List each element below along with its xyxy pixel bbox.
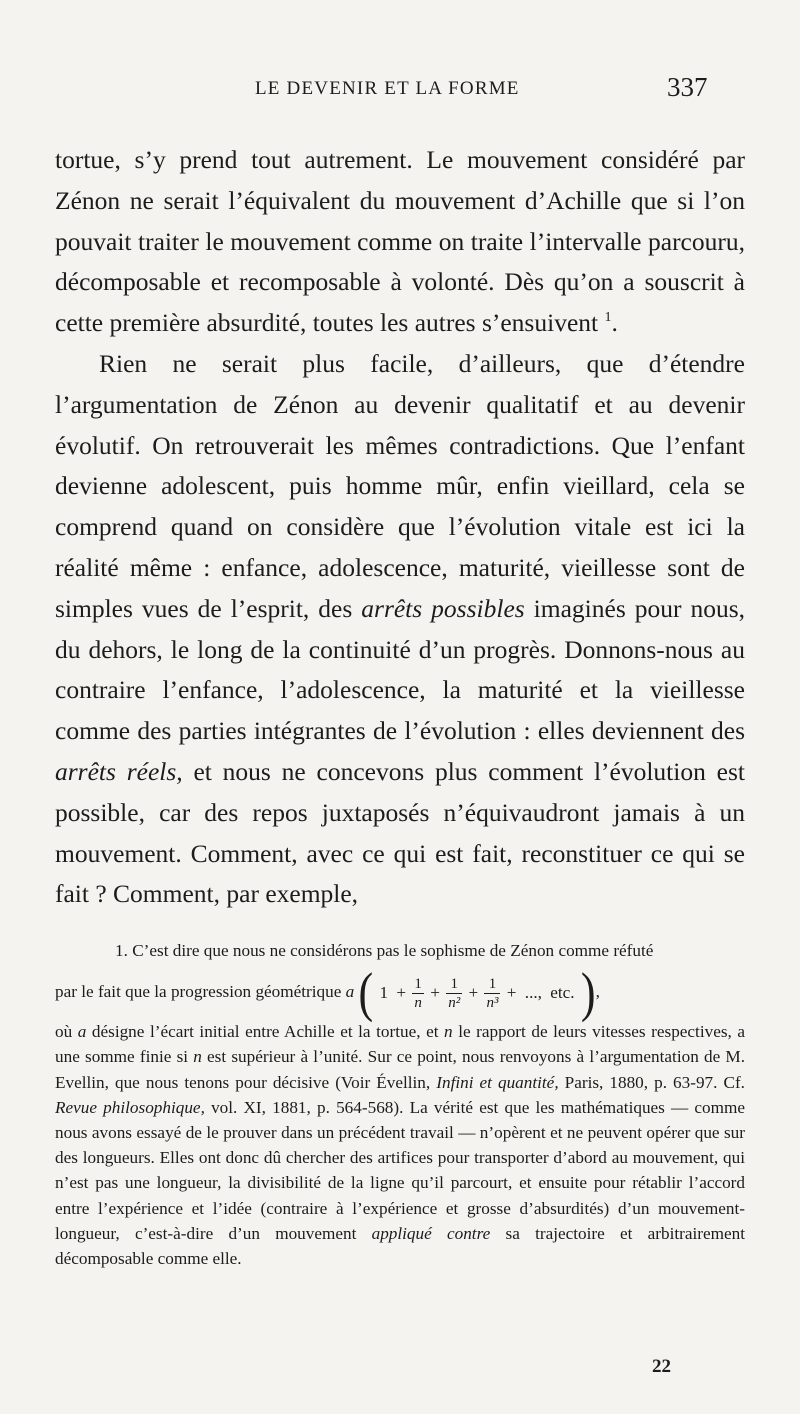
plus-sign: + — [430, 983, 440, 1003]
plus-sign: + — [468, 983, 479, 1003]
footnote-title-revue: Revue philosophique, — [55, 1097, 205, 1117]
footnote-text-g: sa trajectoire et arbitrairement décomposable comme elle. — [55, 1223, 745, 1269]
footnote-var-n: n — [444, 1022, 453, 1042]
fraction-1-over-n3 — [484, 975, 500, 1012]
footnote-text-a: où — [55, 1022, 78, 1042]
paragraph-2 — [55, 344, 745, 915]
footnote-emphasis-applique: appliqué contre — [371, 1223, 491, 1243]
footnote-body — [55, 1019, 745, 1271]
paragraph-2-text-b: imaginés pour nous, du dehors, le long de la continuité d’un progrès. Donnons-nous au contraire l’enfance, l’adolescence, la maturité et la vieillesse comme des parties intégrantes de l’évolution : elles deviennent des — [55, 593, 746, 746]
open-paren: ( — [358, 962, 374, 1024]
close-paren: ) — [580, 962, 596, 1024]
series-etc: etc. — [550, 983, 575, 1003]
plus-sign: + — [506, 983, 517, 1003]
footnote-text-f: vol. XI, 1881, p. 564-568). La vérité est que les mathématiques — comme nous avons essayé de le prouver dans un précédent travail — n’opèrent et ne peuvent opérer que sur des longueurs. Elles ont donc dû chercher des artifices pour transporter d’abord au mouvement, qui n’est pas une longueur, la divisibilité de la ligne qu’il parcourt, et ensuite pour rétablir l’accord entre l’expérience et l’idée (contraire à l’expérience et grosse d’absurdités) d’un mouvement-longueur, c’est-à-dire d’un mouvement — [55, 1097, 746, 1243]
formula-lead-text: par le fait que la progression géométrique — [55, 982, 346, 1002]
emphasis-arrets-possibles: arrêts possibles — [361, 593, 525, 623]
footnote-var-n2: n — [193, 1047, 202, 1067]
series-ellipsis: ..., — [524, 983, 542, 1003]
formula-variable-a: a — [345, 982, 355, 1002]
footnote-reference[interactable]: 1 — [604, 310, 612, 326]
body-text — [55, 140, 745, 915]
footnote-line-1 — [55, 938, 745, 963]
frac-denominator: n³ — [486, 994, 499, 1011]
footnote-text-b: désigne l’écart initial entre Achille et la tortue, et — [86, 1022, 445, 1042]
footnote-text-e: Paris, 1880, p. 63-97. Cf. — [558, 1072, 745, 1092]
footnote-number: 1. — [115, 941, 128, 960]
footnote-title-infini: Infini et quantité, — [436, 1072, 559, 1092]
running-title: LE DEVENIR ET LA FORME — [255, 78, 520, 99]
frac-denominator: n² — [448, 994, 461, 1011]
frac-numerator: 1 — [414, 975, 422, 992]
frac-numerator: 1 — [446, 975, 462, 994]
geometric-series — [358, 962, 596, 1024]
running-head — [0, 72, 800, 112]
frac-numerator: 1 — [484, 975, 500, 994]
plus-sign: + — [396, 983, 407, 1003]
series-term-1: 1 — [379, 983, 389, 1003]
page-number: 337 — [667, 72, 708, 102]
paragraph-2-text-c: et nous ne concevons plus comment l’évolution est possible, car des repos juxtaposés n’équivaudront jamais à un mouvement. Comment, avec ce qui est fait, reconstituer ce qui se fait ? Comment, par exemple, — [55, 756, 745, 909]
footnote — [55, 938, 745, 1271]
footnote-formula-line — [55, 962, 745, 1024]
footnote-var-a: a — [77, 1022, 87, 1042]
paragraph-1-text: tortue, s’y prend tout autrement. Le mouvement considéré par Zénon ne serait l’équivalent du mouvement d’Achille que si l’on pouvait traiter le mouvement comme on traite l’intervalle parcouru, décomposable et recomposable à volonté. Dès qu’on a souscrit à cette première absurdité, toutes les autres s’ensuivent — [55, 145, 745, 338]
paragraph-1 — [55, 140, 745, 344]
paragraph-2-text-a: Rien ne serait plus facile, d’ailleurs, que d’étendre l’argumentation de Zénon au devenir qualitatif et au devenir évolutif. On retrouverait les mêmes contradictions. Que l’enfant devienne adolescent, puis homme mûr, enfin vieillard, cela se comprend quand on considère que l’évolution vitale est ici la réalité même : enfance, adolescence, maturité, vieillesse sont de simples vues de l’esprit, des — [55, 348, 745, 623]
footnote-line-1-text: C’est dire que nous ne considérons pas le sophisme de Zénon comme réfuté — [127, 941, 654, 960]
paragraph-1-end: . — [611, 308, 618, 338]
footnote-text-d: est supérieur à l’unité. Sur ce point, nous renvoyons à l’argumentation de M. Evellin, que nous tenons pour décisive (Voir Évellin, — [55, 1047, 745, 1092]
fraction-1-over-n2 — [446, 975, 462, 1012]
footnote-text-c: le rapport de leurs vitesses respectives, a une somme finie si — [55, 1022, 745, 1067]
fraction-1-over-n — [412, 975, 424, 1012]
signature-mark: 22 — [652, 1356, 671, 1377]
emphasis-arrets-reels: arrêts réels, — [55, 756, 183, 786]
frac-denominator: n — [414, 994, 422, 1011]
formula-comma: , — [595, 982, 600, 1002]
